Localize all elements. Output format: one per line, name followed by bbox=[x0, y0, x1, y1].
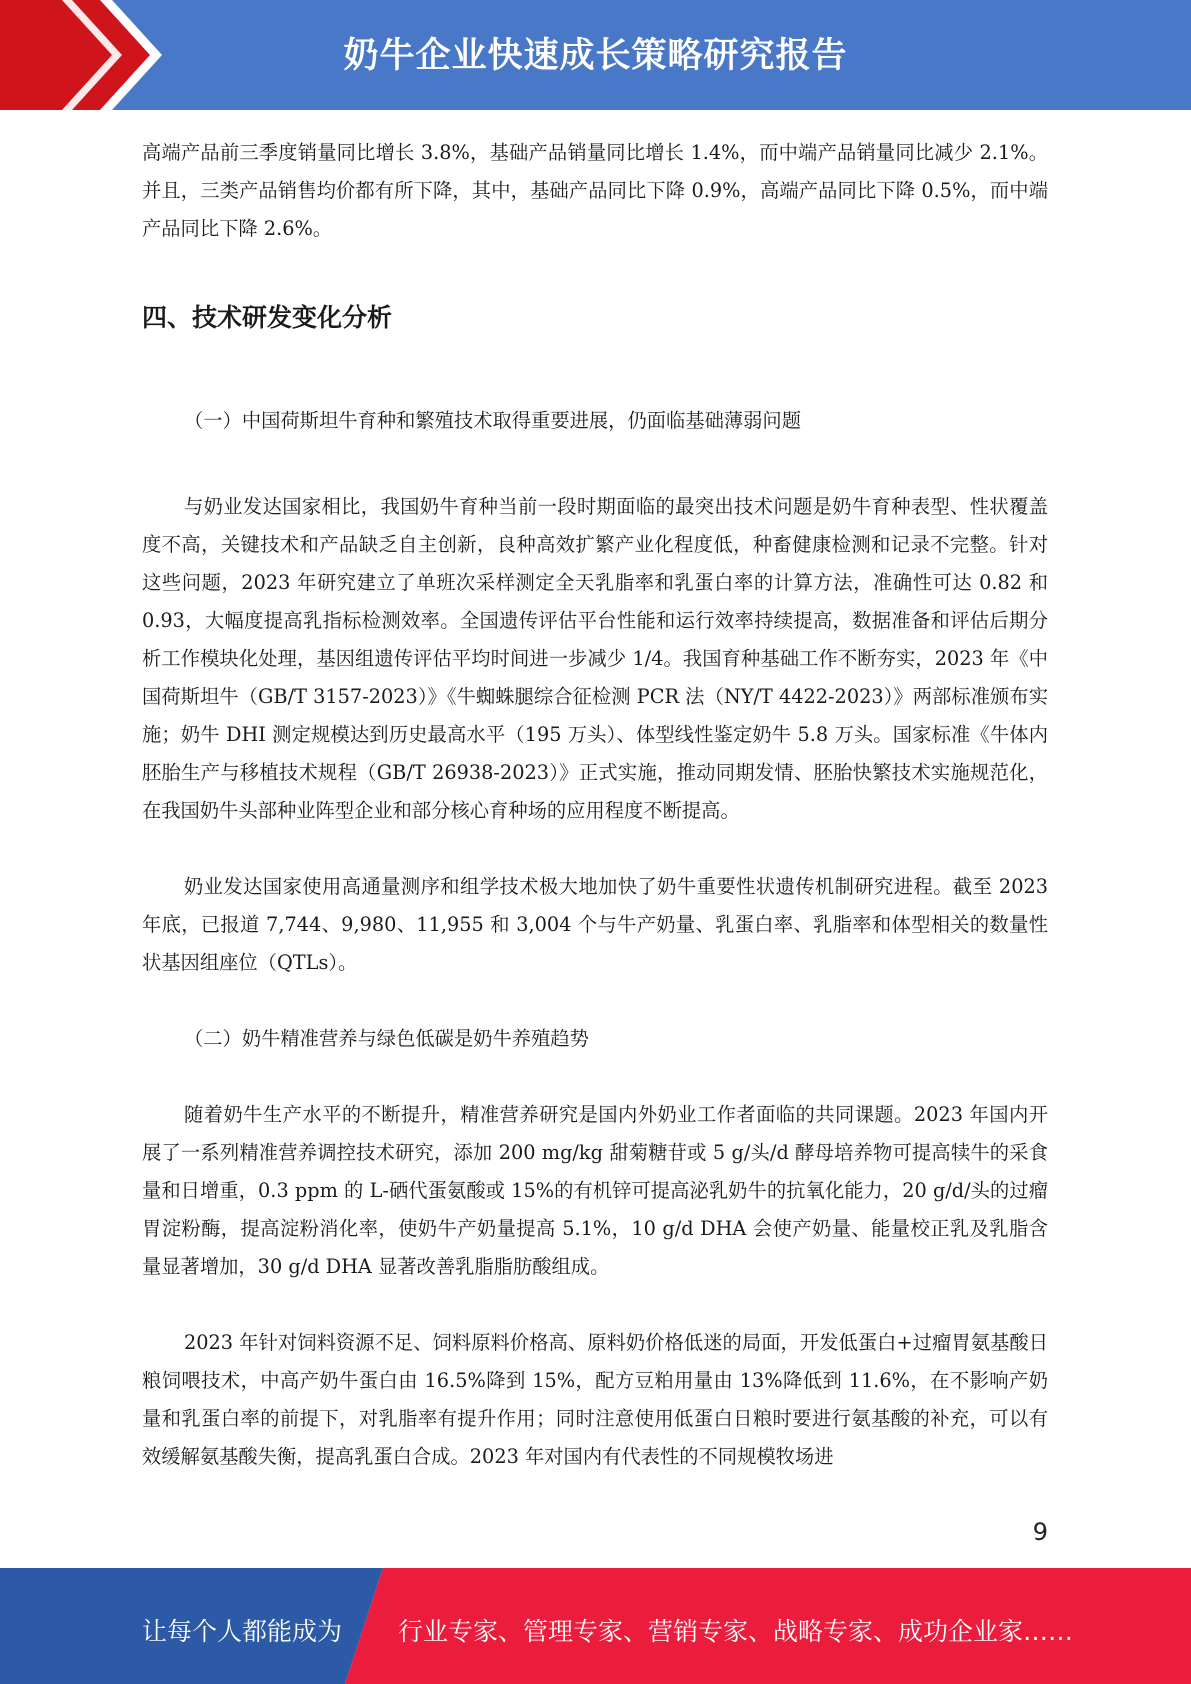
section-title: 四、技术研发变化分析 bbox=[142, 303, 393, 332]
report-title: 奶牛企业快速成长策略研究报告 bbox=[343, 36, 848, 76]
paragraph-nutrition: 随着奶牛生产水平的不断提升，精准营养研究是国内外奶业工作者面临的共同课题。2023 年国内开展了一系列精准营养调控技术研究，添加 200 mg/kg 甜菊糖苷或 5 g/头/d 酵母培养物可提高犊牛的采食量和日增重，0.3 ppm 的 L-硒代蛋氨酸或 15%的有机锌可提高泌乳奶牛的抗氧化能力，20 g/d/头的过瘤胃淀粉酶，提高淀粉消化率，使奶牛产奶量提高 5.1%，10 g/d DHA 会使产奶量、能量校正乳及乳脂含量显著增加，30 g/d DHA 显著改善乳脂脂肪酸组成。 bbox=[142, 1103, 1048, 1278]
page-header bbox=[0, 0, 1191, 110]
paragraph-low-protein: 2023 年针对饲料资源不足、饲料原料价格高、原料奶价格低迷的局面，开发低蛋白+过瘤胃氨基酸日粮饲喂技术，中高产奶牛蛋白由 16.5%降到 15%，配方豆粕用量由 13%降低到 11.6%，在不影响产奶量和乳蛋白率的前提下，对乳脂率有提升作用；同时注意使用低蛋白日粮时要进行氨基酸的补充，可以有效缓解氨基酸失衡，提高乳蛋白合成。2023 年对国内有代表性的不同规模牧场进 bbox=[142, 1331, 1048, 1468]
paragraph-breeding: 与奶业发达国家相比，我国奶牛育种当前一段时期面临的最突出技术问题是奶牛育种表型、性状覆盖度不高，关键技术和产品缺乏自主创新，良种高效扩繁产业化程度低，种畜健康检测和记录不完整。针对这些问题，2023 年研究建立了单班次采样测定全天乳脂率和乳蛋白率的计算方法，准确性可达 0.82 和 0.93，大幅度提高乳指标检测效率。全国遗传评估平台性能和运行效率持续提高，数据准备和评估后期分析工作模块化处理，基因组遗传评估平均时间进一步减少 1/4。我国育种基础工作不断夯实，2023 年《中国荷斯坦牛（GB/T 3157-2023）》《牛蜘蛛腿综合征检测 PCR 法（NY/T 4422-2023）》两部标准颁布实施；奶牛 DHI 测定规模达到历史最高水平（195 万头）、体型线性鉴定奶牛 5.8 万头。国家标准《牛体内胚胎生产与移植技术规程（GB/T 26938-2023）》正式实施，推动同期发情、胚胎快繁技术实施规范化，在我国奶牛头部种业阵型企业和部分核心育种场的应用程度不断提高。 bbox=[142, 495, 1048, 822]
footer-slogan-right: 行业专家、管理专家、营销专家、战略专家、成功企业家…… bbox=[398, 1617, 1074, 1646]
page-number: 9 bbox=[1032, 1518, 1048, 1546]
intro-paragraph: 高端产品前三季度销量同比增长 3.8%，基础产品销量同比增长 1.4%，而中端产品销量同比减少 2.1%。并且，三类产品销售均价都有所下降，其中，基础产品同比下降 0.9%，高端产品同比下降 0.5%，而中端产品同比下降 2.6%。 bbox=[142, 141, 1048, 240]
subsection-title-2: （二）奶牛精准营养与绿色低碳是奶牛养殖趋势 bbox=[184, 1027, 589, 1050]
page-footer bbox=[0, 1568, 1191, 1684]
page-content bbox=[142, 134, 1048, 1476]
paragraph-genomics: 奶业发达国家使用高通量测序和组学技术极大地加快了奶牛重要性状遗传机制研究进程。截至 2023 年底，已报道 7,744、9,980、11,955 和 3,004 个与牛产奶量、乳蛋白率、乳脂率和体型相关的数量性状基因组座位（QTLs）。 bbox=[142, 875, 1048, 974]
subsection-title-1: （一）中国荷斯坦牛育种和繁殖技术取得重要进展，仍面临基础薄弱问题 bbox=[184, 409, 801, 432]
footer-slogan-left: 让每个人都能成为 bbox=[142, 1617, 343, 1646]
